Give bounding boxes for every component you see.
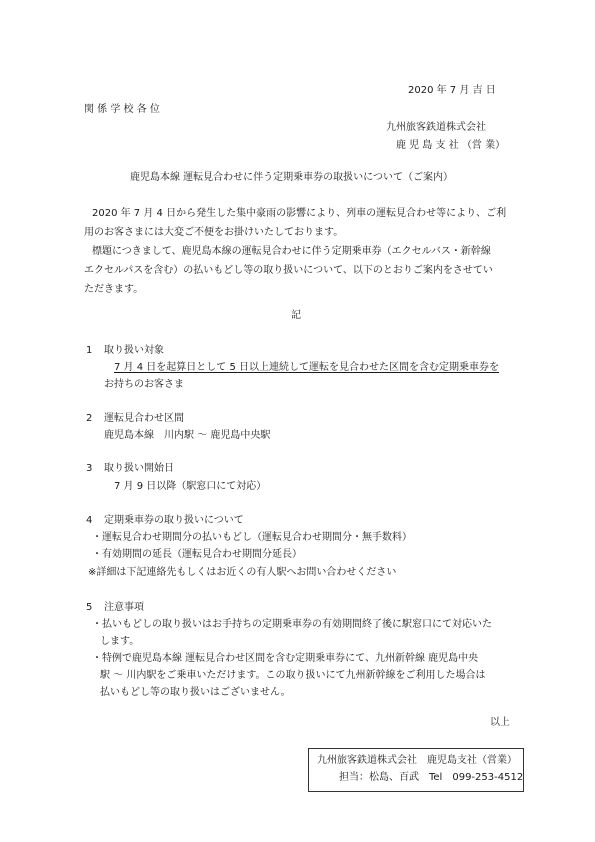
section-2-line1: 鹿児島本線 川内駅 ～ 鹿児島中央駅 bbox=[104, 430, 271, 441]
closing-ijou: 以上 bbox=[490, 717, 510, 728]
section-5-title: 注意事項 bbox=[104, 602, 144, 613]
section-1-number: 1 bbox=[86, 345, 93, 356]
section-5-bullet2-line3: 払いもどし等の取り扱いはございません。 bbox=[100, 687, 291, 698]
section-2-number: 2 bbox=[86, 413, 93, 424]
section-3-line1: 7 月 9 日以降（駅窓口にて対応） bbox=[114, 481, 267, 492]
section-1-title: 取り扱い対象 bbox=[104, 345, 164, 356]
sender-branch: 鹿 児 島 支 社 （営 業） bbox=[396, 140, 506, 151]
section-5-bullet2-line1: ・特例で鹿児島本線 運転見合わせ区間を含む定期乗車券にて、九州新幹線 鹿児島中央 bbox=[92, 653, 479, 664]
intro-p1-line1: 2020 年 7 月 4 日から発生した集中豪雨の影響により、列車の運転見合わせ等により、ご利 bbox=[92, 208, 507, 219]
ki-heading: 記 bbox=[291, 310, 301, 321]
section-4-bullet2: ・有効期間の延長（運転見合わせ期間分延長） bbox=[92, 549, 302, 560]
addressee: 関 係 学 校 各 位 bbox=[84, 104, 160, 115]
section-1-line2: お持ちのお客さま bbox=[104, 379, 184, 390]
section-2-title: 運転見合わせ区間 bbox=[104, 413, 184, 424]
intro-p2-line2: エクセルパスを含む）の払いもどし等の取り扱いについて、以下のとおりご案内をさせてい bbox=[84, 265, 493, 276]
section-5-bullet1-line2: します。 bbox=[100, 636, 140, 647]
section-4-bullet1: ・運転見合わせ期間分の払いもどし（運転見合わせ期間分・無手数料） bbox=[92, 532, 412, 543]
document-title: 鹿児島本線 運転見合わせに伴う定期乗車券の取扱いについて（ご案内） bbox=[130, 172, 453, 183]
section-5-number: 5 bbox=[86, 602, 93, 613]
intro-p2-line3: ただきます。 bbox=[84, 284, 144, 295]
contact-line2: 担当：松島、百武 Tel 099-253-4512 bbox=[339, 772, 524, 783]
section-3-number: 3 bbox=[86, 463, 93, 474]
contact-line1: 九州旅客鉄道株式会社 鹿児島支社（営業） bbox=[317, 755, 517, 766]
intro-p2-line1: 標題につきまして、鹿児島本線の運転見合わせに伴う定期乗車券（エクセルバス・新幹線 bbox=[92, 246, 491, 257]
intro-p1-line2: 用のお客さまには大変ご不便をお掛けいたしております。 bbox=[84, 227, 344, 238]
section-4-note: ※詳細は下記連絡先もしくはお近くの有人駅へお問い合わせください bbox=[88, 567, 397, 578]
section-5-bullet1-line1: ・払いもどしの取り扱いはお手持ちの定期乗車券の有効期間終了後に駅窓口にて対応いた bbox=[92, 619, 492, 630]
contact-box bbox=[308, 748, 524, 792]
document-date: 2020 年 7 月 吉 日 bbox=[408, 85, 496, 96]
section-3-title: 取り扱い開始日 bbox=[104, 463, 174, 474]
section-1-line1: 7 月 4 日を起算日として 5 日以上連続して運転を見合わせた区間を含む定期乗車券を bbox=[114, 362, 499, 373]
section-4-number: 4 bbox=[86, 515, 93, 526]
section-5-bullet2-line2: 駅 ～ 川内駅をご乗車いただけます。この取り扱いにて九州新幹線をご利用した場合は bbox=[100, 670, 486, 681]
section-4-title: 定期乗車券の取り扱いについて bbox=[104, 515, 244, 526]
sender-company: 九州旅客鉄道株式会社 bbox=[386, 122, 486, 133]
